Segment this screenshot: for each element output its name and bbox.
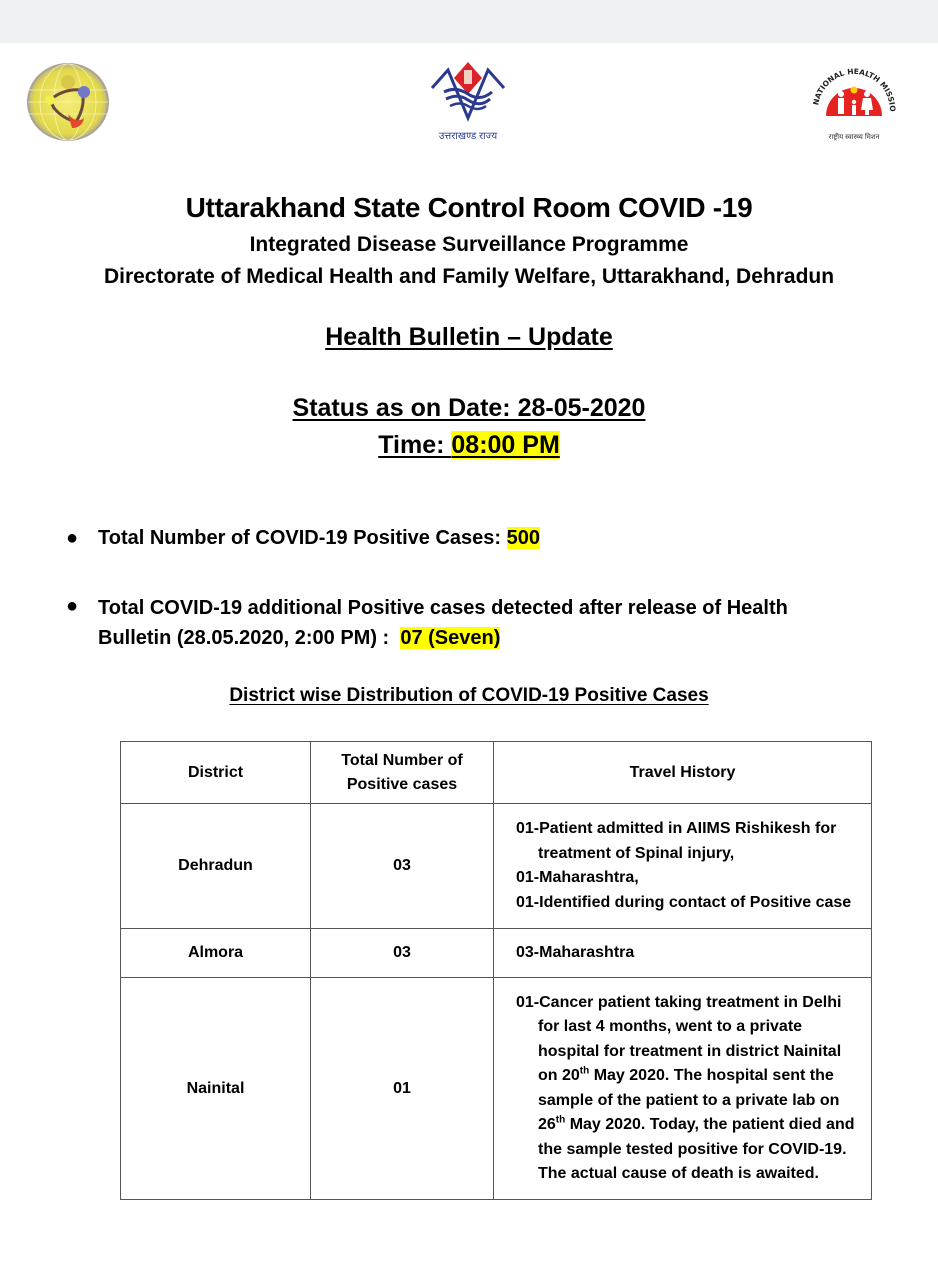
- travel-text: May 2020. Today, the patient died and the sample tested positive for COVID-19. The actual cause of death is awaited.: [538, 1116, 855, 1182]
- table-row: [121, 978, 872, 1200]
- directorate-name: Directorate of Medical Health and Family Welfare, Uttarakhand, Dehradun: [103, 265, 835, 288]
- bullet-icon: ●: [66, 595, 79, 617]
- travel-entry: 01-Maharashtra,: [516, 869, 639, 886]
- column-header-travel: Travel History: [494, 742, 872, 804]
- travel-entry: 01-Patient admitted in AIIMS Rishikesh for treatment of Spinal injury,: [516, 820, 837, 862]
- status-date: [0, 394, 938, 423]
- table-row: [121, 929, 872, 978]
- bulletin-heading-text: Health Bulletin – Update: [325, 323, 613, 351]
- emblem-caption: उत्तराखण्ड राज्य: [438, 131, 498, 142]
- programme-name: Integrated Disease Surveillance Programme: [249, 233, 689, 256]
- column-header-total: [311, 742, 494, 804]
- table-row: [121, 804, 872, 929]
- additional-cases-value: 07 (Seven): [400, 627, 501, 649]
- additional-cases-line2: Bulletin (28.05.2020, 2:00 PM) :: [98, 627, 401, 649]
- page-title: Uttarakhand State Control Room COVID -19: [185, 192, 753, 223]
- status-date-text: Status as on Date: 28-05-2020: [292, 394, 646, 422]
- travel-text: 01-Cancer patient taking treatment in Delhi for last 4 months, went to a private hospital for treatment in district Nainital on 20: [516, 993, 842, 1084]
- status-time: [0, 431, 938, 460]
- total-cases-label: Total Number of COVID-19 Positive Cases:: [98, 527, 507, 549]
- table-heading: [0, 685, 938, 707]
- additional-cases-line1: Total COVID-19 additional Positive cases detected after release of Health: [98, 597, 788, 619]
- count-cell: 01: [311, 978, 494, 1200]
- idsp-logo: [24, 62, 112, 142]
- bullet-icon: ●: [66, 527, 79, 549]
- uttarakhand-emblem-logo: [428, 58, 508, 140]
- travel-entry: 03-Maharashtra: [516, 943, 635, 961]
- ordinal-suffix: th: [555, 1114, 566, 1126]
- travel-text: May 2020. The hospital sent the sample of the patient to a private lab on 26: [538, 1067, 840, 1133]
- district-cell: Nainital: [121, 978, 311, 1200]
- ordinal-suffix: th: [579, 1065, 590, 1077]
- nhm-ring-text: NATIONAL HEALTH MISSIO: [811, 66, 898, 112]
- top-bar: [0, 0, 938, 43]
- column-header-total-text: Total Number of Positive cases: [341, 751, 463, 793]
- table-heading-text: District wise Distribution of COVID-19 Positive Cases: [229, 685, 709, 706]
- travel-cell: [494, 929, 872, 978]
- nhm-caption: राष्ट्रीय स्वास्थ्य मिशन: [828, 134, 880, 141]
- travel-entry: 01-Identified during contact of Positive case: [516, 893, 852, 911]
- nhm-logo: [808, 64, 900, 142]
- bulletin-heading: [0, 323, 938, 352]
- travel-cell: [494, 978, 872, 1200]
- district-cell: Dehradun: [121, 804, 311, 929]
- table-header-row: [121, 742, 872, 804]
- travel-cell: [494, 804, 872, 929]
- total-cases-value: 500: [506, 527, 540, 549]
- district-table: [120, 741, 872, 1200]
- count-cell: 03: [311, 804, 494, 929]
- count-cell: 03: [311, 929, 494, 978]
- time-value: 08:00 PM: [451, 431, 560, 459]
- column-header-district: District: [121, 742, 311, 804]
- travel-entry: [516, 991, 863, 1187]
- time-label: Time:: [378, 431, 452, 459]
- district-cell: Almora: [121, 929, 311, 978]
